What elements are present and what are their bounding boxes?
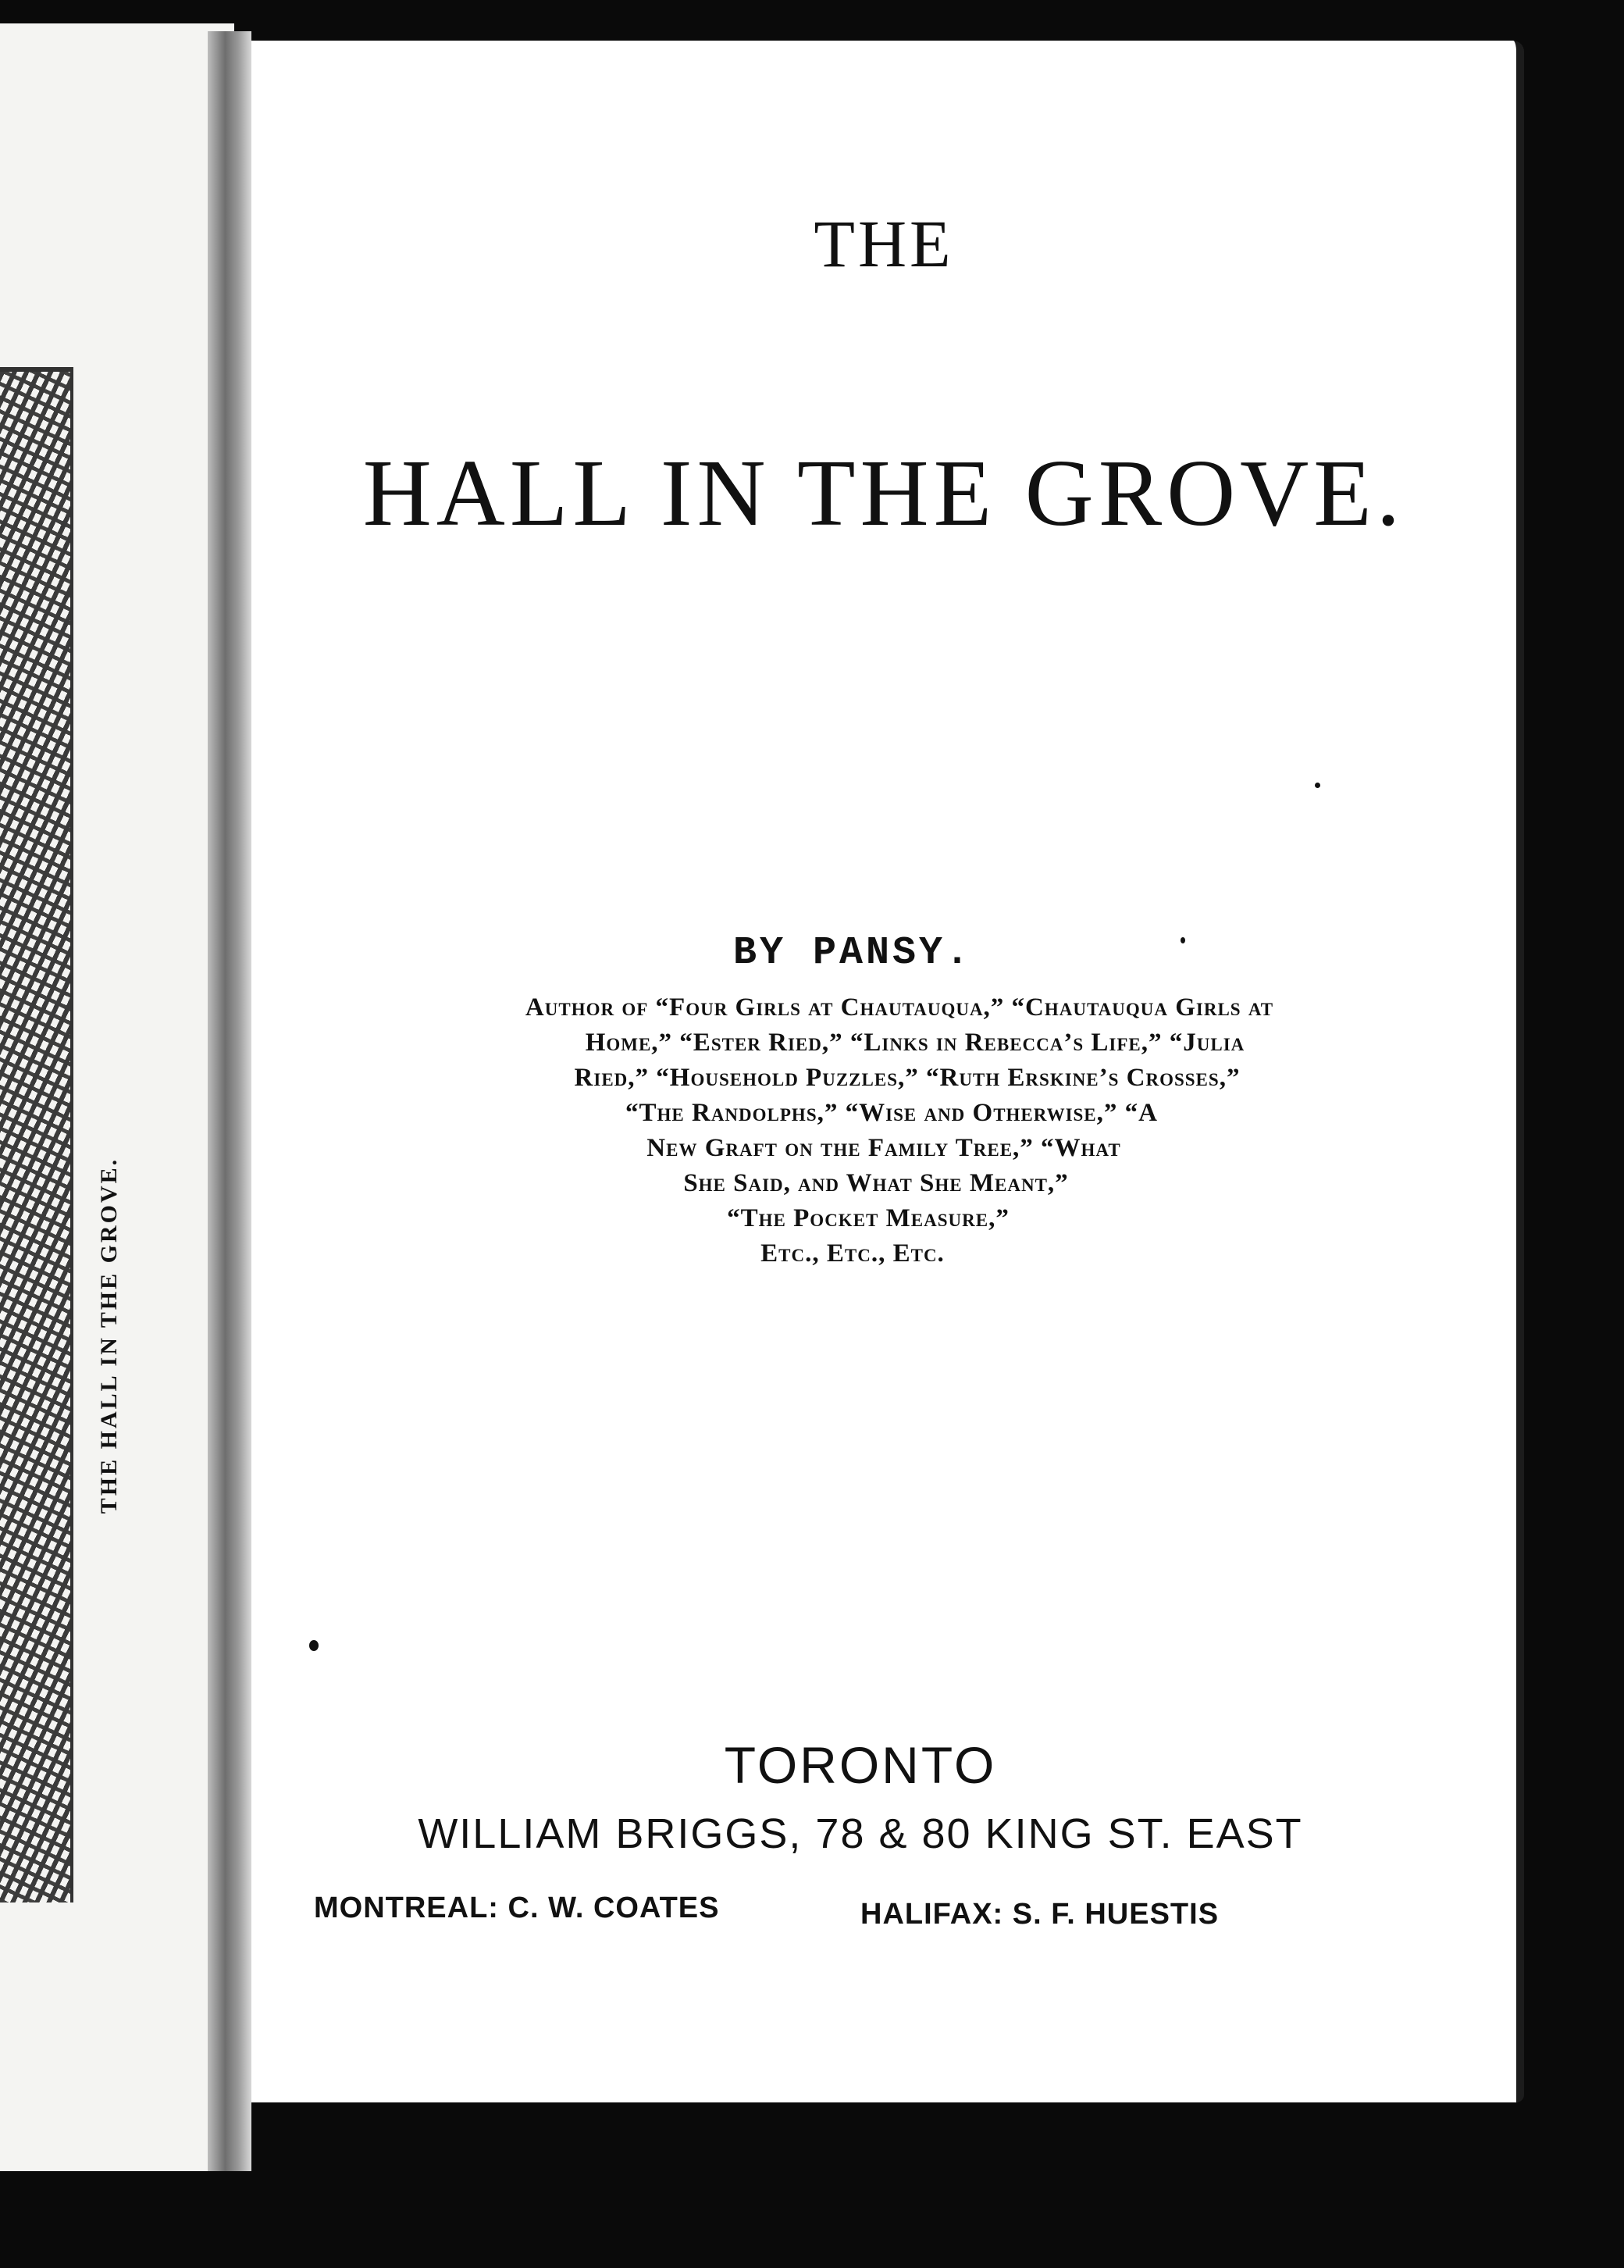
works-line: Home,” “Ester Ried,” “Links in Rebecca’s Life,” “Julia bbox=[585, 1029, 1245, 1057]
works-line: Author of “Four Girls at Chautauqua,” “Chautauqua Girls at bbox=[525, 993, 1274, 1022]
montreal-agent: MONTREAL: C. W. COATES bbox=[314, 1892, 720, 1924]
works-line: She Said, and What She Meant,” bbox=[683, 1169, 1069, 1197]
works-line: “The Randolphs,” “Wise and Otherwise,” “A bbox=[625, 1099, 1158, 1127]
works-line: New Graft on the Family Tree,” “What bbox=[646, 1134, 1121, 1162]
scan-speck bbox=[1181, 937, 1185, 943]
publisher-name: WILLIAM BRIGGS, 78 & 80 KING ST. EAST bbox=[418, 1810, 1303, 1857]
works-line: “The Pocket Measure,” bbox=[727, 1204, 1010, 1232]
publisher-city: TORONTO bbox=[724, 1736, 997, 1794]
title-article: THE bbox=[814, 206, 954, 281]
book-title: HALL IN THE GROVE. bbox=[362, 440, 1405, 546]
scan-speck bbox=[1315, 783, 1320, 788]
frontispiece-caption: THE HALL IN THE GROVE. bbox=[96, 1157, 122, 1514]
halifax-agent: HALIFAX: S. F. HUESTIS bbox=[860, 1898, 1220, 1931]
frontispiece-engraving bbox=[0, 367, 73, 1902]
works-line: Ried,” “Household Puzzles,” “Ruth Erskine’s Crosses,” bbox=[574, 1064, 1241, 1092]
title-page bbox=[251, 41, 1524, 2102]
works-line: Etc., Etc., Etc. bbox=[760, 1239, 945, 1268]
scan-speck bbox=[309, 1640, 319, 1651]
previous-page bbox=[0, 23, 234, 2171]
author-byline: BY PANSY. bbox=[732, 931, 973, 975]
